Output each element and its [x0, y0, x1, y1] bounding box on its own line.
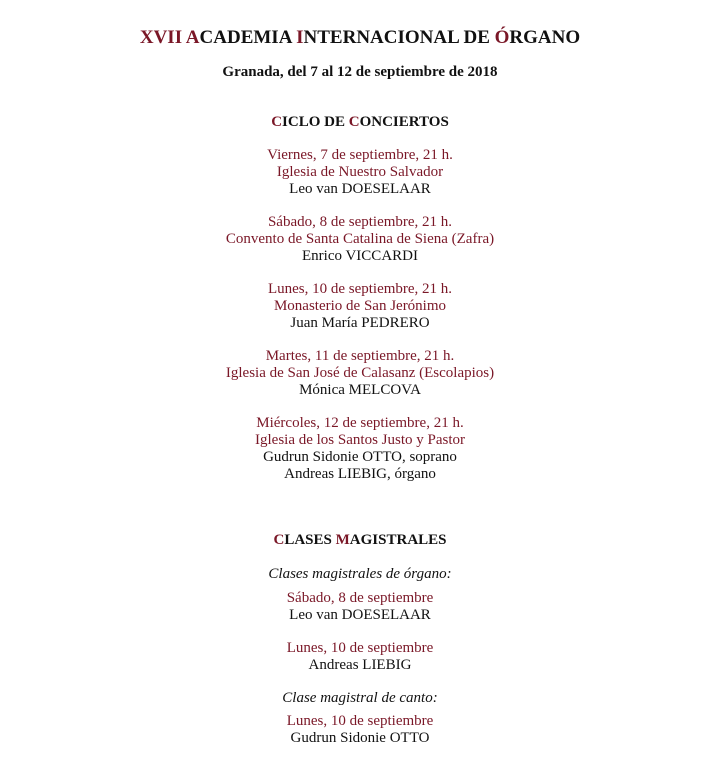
section-heading-clases [0, 532, 720, 549]
class-category-label: Clases magistrales de órgano: [268, 566, 452, 582]
heading-part: C [271, 114, 283, 130]
title-part: NTERNACIONAL DE [303, 27, 495, 48]
concert-performer: Juan María PEDRERO [290, 315, 430, 331]
title-part: Ó [494, 27, 510, 48]
concert-performer: Enrico VICCARDI [302, 248, 418, 264]
page-title [0, 27, 720, 49]
concert-date: Martes, 11 de septiembre, 21 h. [265, 348, 455, 364]
concert-date: Sábado, 8 de septiembre, 21 h. [267, 214, 453, 230]
heading-part: ONCIERTOS [359, 114, 449, 130]
concert-venue: Iglesia de San José de Calasanz (Escolapios) [225, 365, 495, 381]
heading-part: AGISTRALES [349, 532, 447, 548]
title-part: XVII [139, 27, 186, 48]
concert-venue: Convento de Santa Catalina de Siena (Zafra) [225, 231, 495, 247]
class-date: Sábado, 8 de septiembre [286, 590, 434, 606]
title-part: CADEMIA [199, 27, 297, 48]
concert-date: Miércoles, 12 de septiembre, 21 h. [256, 415, 464, 431]
concert-date: Lunes, 10 de septiembre, 21 h. [267, 281, 453, 297]
heading-part: C [273, 532, 285, 548]
concert-performer: Andreas LIEBIG, órgano [284, 466, 436, 482]
title-part: RGANO [509, 27, 581, 48]
concert-date: Viernes, 7 de septiembre, 21 h. [267, 147, 453, 163]
heading-part: C [348, 114, 360, 130]
class-date: Lunes, 10 de septiembre [286, 713, 434, 729]
concert-performer: Mónica MELCOVA [299, 382, 421, 398]
class-category-label: Clase magistral de canto: [282, 690, 438, 706]
class-teacher: Leo van DOESELAAR [289, 607, 431, 623]
section-heading-conciertos [0, 114, 720, 131]
title-part: I [296, 27, 304, 48]
class-date: Lunes, 10 de septiembre [286, 640, 434, 656]
heading-part: M [335, 532, 350, 548]
concert-performer: Leo van DOESELAAR [289, 181, 431, 197]
class-teacher: Gudrun Sidonie OTTO [290, 730, 430, 746]
heading-part: LASES [284, 532, 336, 548]
concert-venue: Iglesia de los Santos Justo y Pastor [255, 432, 465, 448]
page-subtitle: Granada, del 7 al 12 de septiembre de 2018 [222, 64, 498, 80]
concert-venue: Iglesia de Nuestro Salvador [276, 164, 444, 180]
class-teacher: Andreas LIEBIG [308, 657, 412, 673]
heading-part: ICLO DE [282, 114, 349, 130]
concert-performer: Gudrun Sidonie OTTO, soprano [263, 449, 457, 465]
title-part: A [185, 27, 200, 48]
concert-venue: Monasterio de San Jerónimo [273, 298, 447, 314]
